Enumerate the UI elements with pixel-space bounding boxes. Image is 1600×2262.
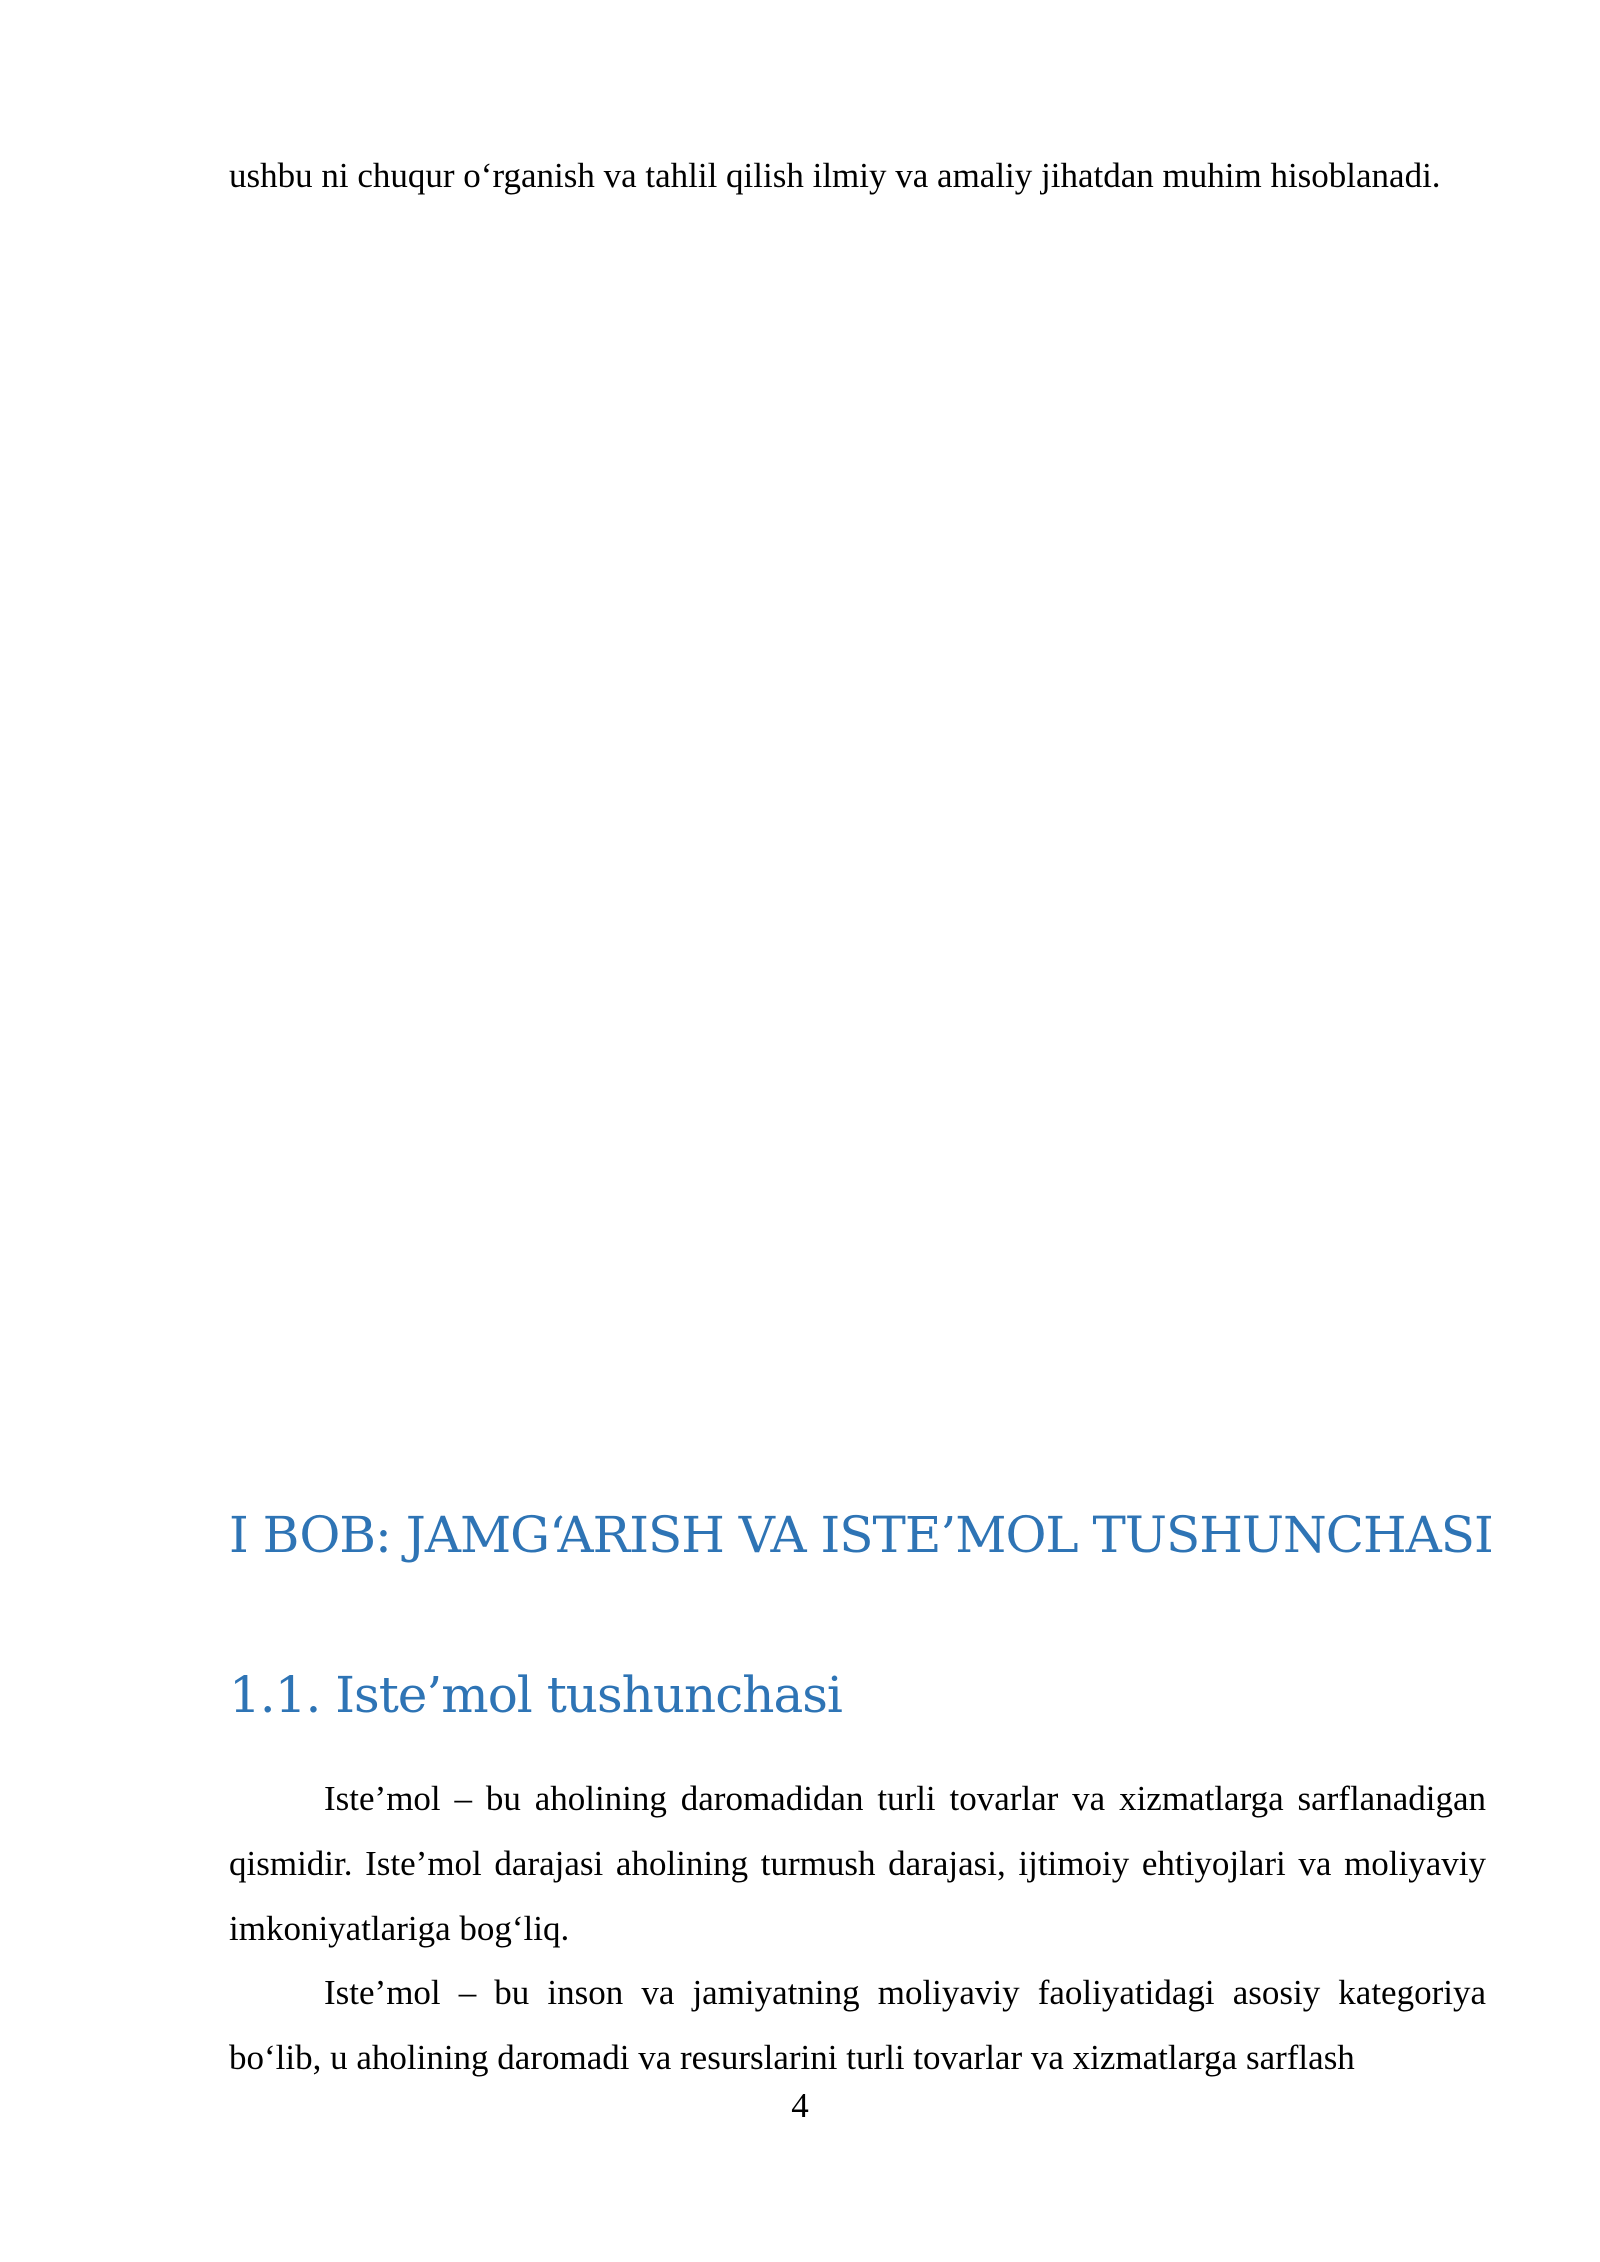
body-paragraph: Iste’mol – bu aholining daromadidan turli tovarlar va xizmatlarga sarflanadigan qismidir. Iste’mol darajasi aholining turmush darajasi, ijtimoiy ehtiyojlari va moliyaviy imkoniyatlariga bog‘liq. <box>229 1779 1486 1948</box>
continuation-paragraph: ushbu ni chuqur o‘rganish va tahlil qilish ilmiy va amaliy jihatdan muhim hisoblanadi. <box>229 156 1441 195</box>
body-paragraph: Iste’mol – bu inson va jamiyatning moliyaviy faoliyatidagi asosiy kategoriya bo‘lib, u aholining daromadi va resurslarini turli tovarlar va xizmatlarga sarflash <box>229 1973 1486 2077</box>
page-number: 4 <box>791 2086 809 2125</box>
chapter-heading: I BOB: JAMG‘ARISH VA ISTE’MOL TUSHUNCHASI <box>229 1506 1493 1564</box>
section-heading: 1.1. Iste’mol tushunchasi <box>229 1666 842 1724</box>
